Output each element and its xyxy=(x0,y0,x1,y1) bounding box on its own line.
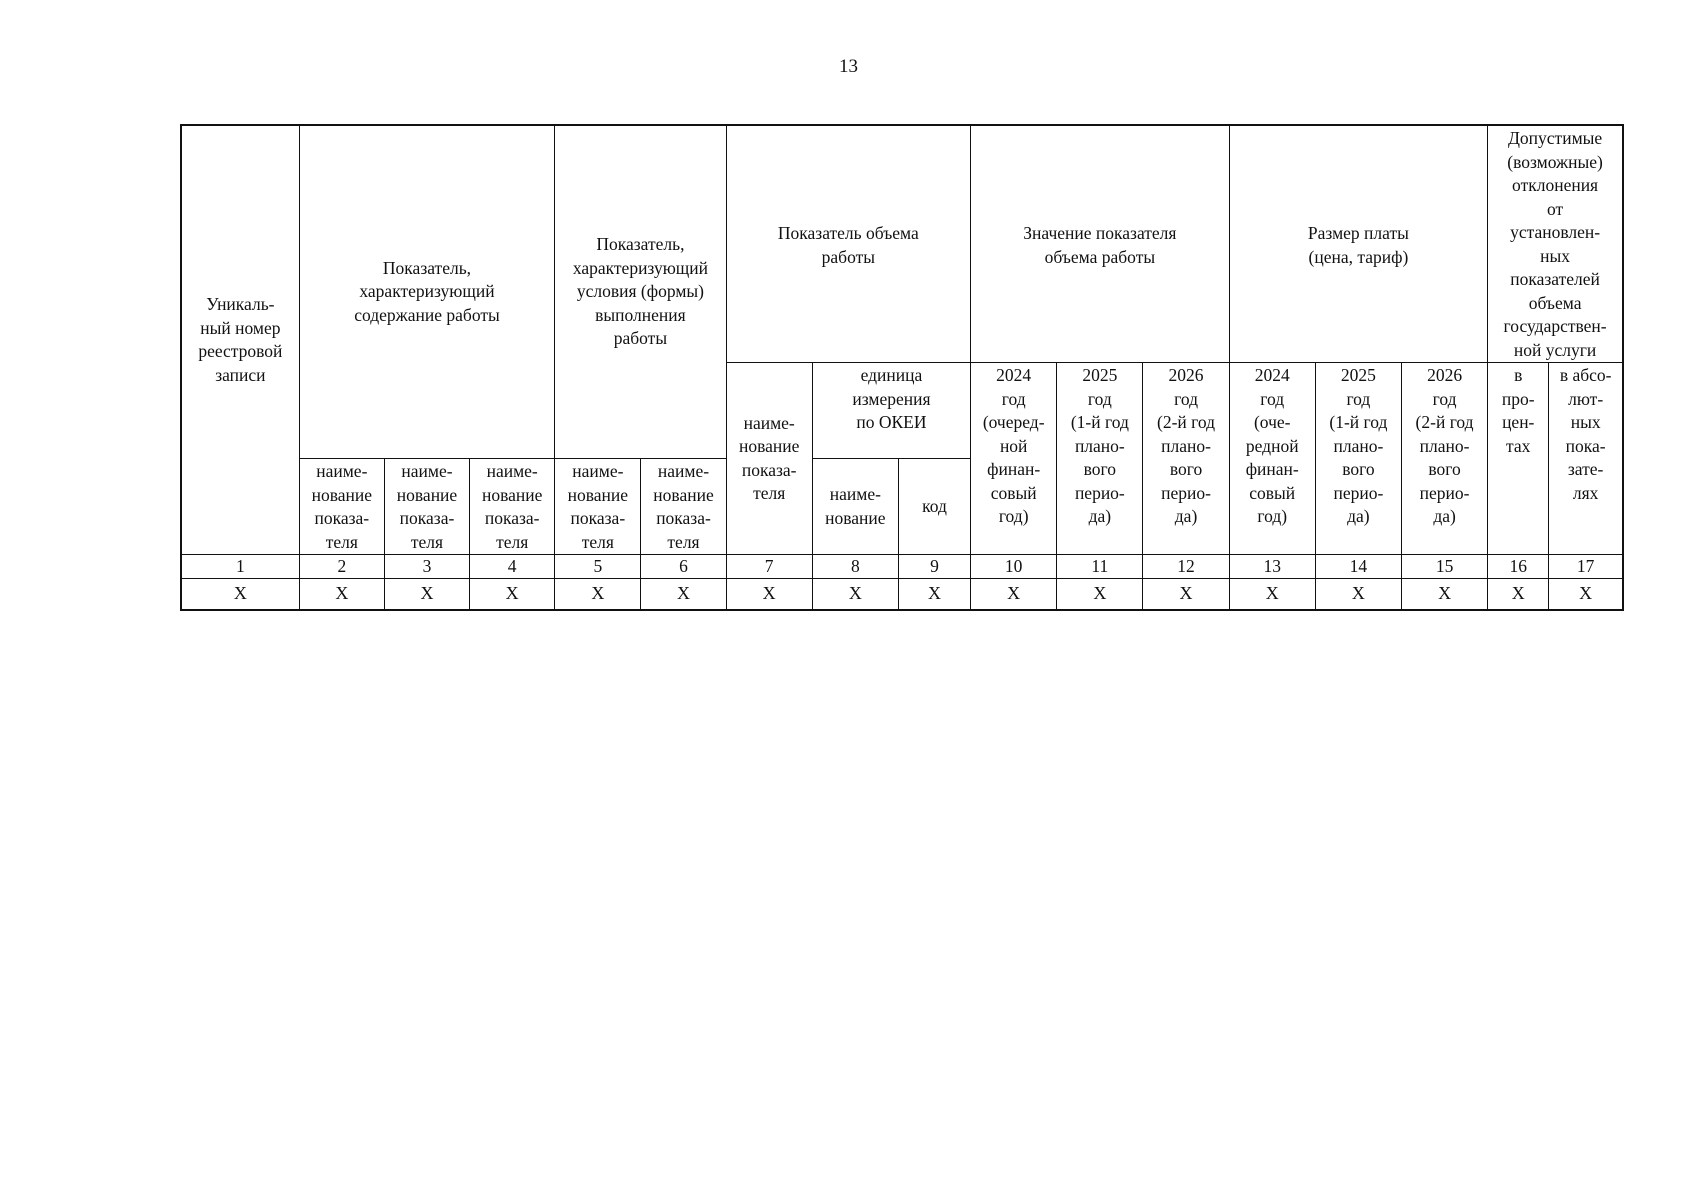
column-number: 2 xyxy=(299,555,384,579)
x-cell: Х xyxy=(971,579,1057,611)
column-number: 16 xyxy=(1488,555,1549,579)
x-cell: Х xyxy=(726,579,812,611)
column-number: 5 xyxy=(555,555,641,579)
header-volume-indicator: Показатель объема работы xyxy=(726,125,971,363)
x-cell: Х xyxy=(181,579,299,611)
x-cell: Х xyxy=(1401,579,1487,611)
x-cell: Х xyxy=(898,579,970,611)
header-value-2024: 2024 год (очеред- ной финан- совый год) xyxy=(971,363,1057,555)
header-in-percent: в про- цен- тах xyxy=(1488,363,1549,555)
x-cell: Х xyxy=(1315,579,1401,611)
x-cell: Х xyxy=(1229,579,1315,611)
header-condition-name-2: наиме- нование показа- теля xyxy=(641,459,726,555)
column-number: 13 xyxy=(1229,555,1315,579)
x-cell: Х xyxy=(555,579,641,611)
x-cell: Х xyxy=(812,579,898,611)
header-unique-number: Уникаль- ный номер реестровой записи xyxy=(181,125,299,555)
column-number: 9 xyxy=(898,555,970,579)
header-volume-indicator-name: наиме- нование показа- теля xyxy=(726,363,812,555)
x-cell: Х xyxy=(641,579,726,611)
x-cell: Х xyxy=(1143,579,1229,611)
column-number: 17 xyxy=(1549,555,1623,579)
column-number: 4 xyxy=(470,555,555,579)
header-unit-code: код xyxy=(898,459,970,555)
column-number: 12 xyxy=(1143,555,1229,579)
header-content-name-2: наиме- нование показа- теля xyxy=(384,459,469,555)
x-cell: Х xyxy=(1488,579,1549,611)
header-content-name-1: наиме- нование показа- теля xyxy=(299,459,384,555)
header-volume-value: Значение показателя объема работы xyxy=(971,125,1230,363)
header-content-name-3: наиме- нование показа- теля xyxy=(470,459,555,555)
column-number: 15 xyxy=(1401,555,1487,579)
header-unit-name: наиме- нование xyxy=(812,459,898,555)
page-number: 13 xyxy=(839,56,858,77)
column-numbers-row xyxy=(181,555,1623,579)
header-fee-2026: 2026 год (2-й год плано- вого перио- да) xyxy=(1401,363,1487,555)
header-fee-2025: 2025 год (1-й год плано- вого перио- да) xyxy=(1315,363,1401,555)
header-fee-2024: 2024 год (оче- редной финан- совый год) xyxy=(1229,363,1315,555)
column-number: 6 xyxy=(641,555,726,579)
column-number: 7 xyxy=(726,555,812,579)
column-number: 14 xyxy=(1315,555,1401,579)
column-number: 11 xyxy=(1057,555,1143,579)
x-row xyxy=(181,579,1623,611)
header-deviations: Допустимые (возможные) отклонения от установлен- ных показателей объема государствен- ной услуги xyxy=(1488,125,1623,363)
column-number: 3 xyxy=(384,555,469,579)
column-number: 8 xyxy=(812,555,898,579)
x-cell: Х xyxy=(1549,579,1623,611)
header-unit-okei: единица измерения по ОКЕИ xyxy=(812,363,970,459)
header-content-indicator: Показатель, характеризующий содержание работы xyxy=(299,125,555,459)
header-condition-name-1: наиме- нование показа- теля xyxy=(555,459,641,555)
header-condition-indicator: Показатель, характеризующий условия (формы) выполнения работы xyxy=(555,125,726,459)
header-in-absolute: в абсо- лют- ных пока- зате- лях xyxy=(1549,363,1623,555)
column-number: 1 xyxy=(181,555,299,579)
work-volume-table xyxy=(180,124,1624,611)
header-value-2025: 2025 год (1-й год плано- вого перио- да) xyxy=(1057,363,1143,555)
x-cell: Х xyxy=(470,579,555,611)
header-fee: Размер платы (цена, тариф) xyxy=(1229,125,1488,363)
x-cell: Х xyxy=(384,579,469,611)
column-number: 10 xyxy=(971,555,1057,579)
header-value-2026: 2026 год (2-й год плано- вого перио- да) xyxy=(1143,363,1229,555)
x-cell: Х xyxy=(1057,579,1143,611)
x-cell: Х xyxy=(299,579,384,611)
